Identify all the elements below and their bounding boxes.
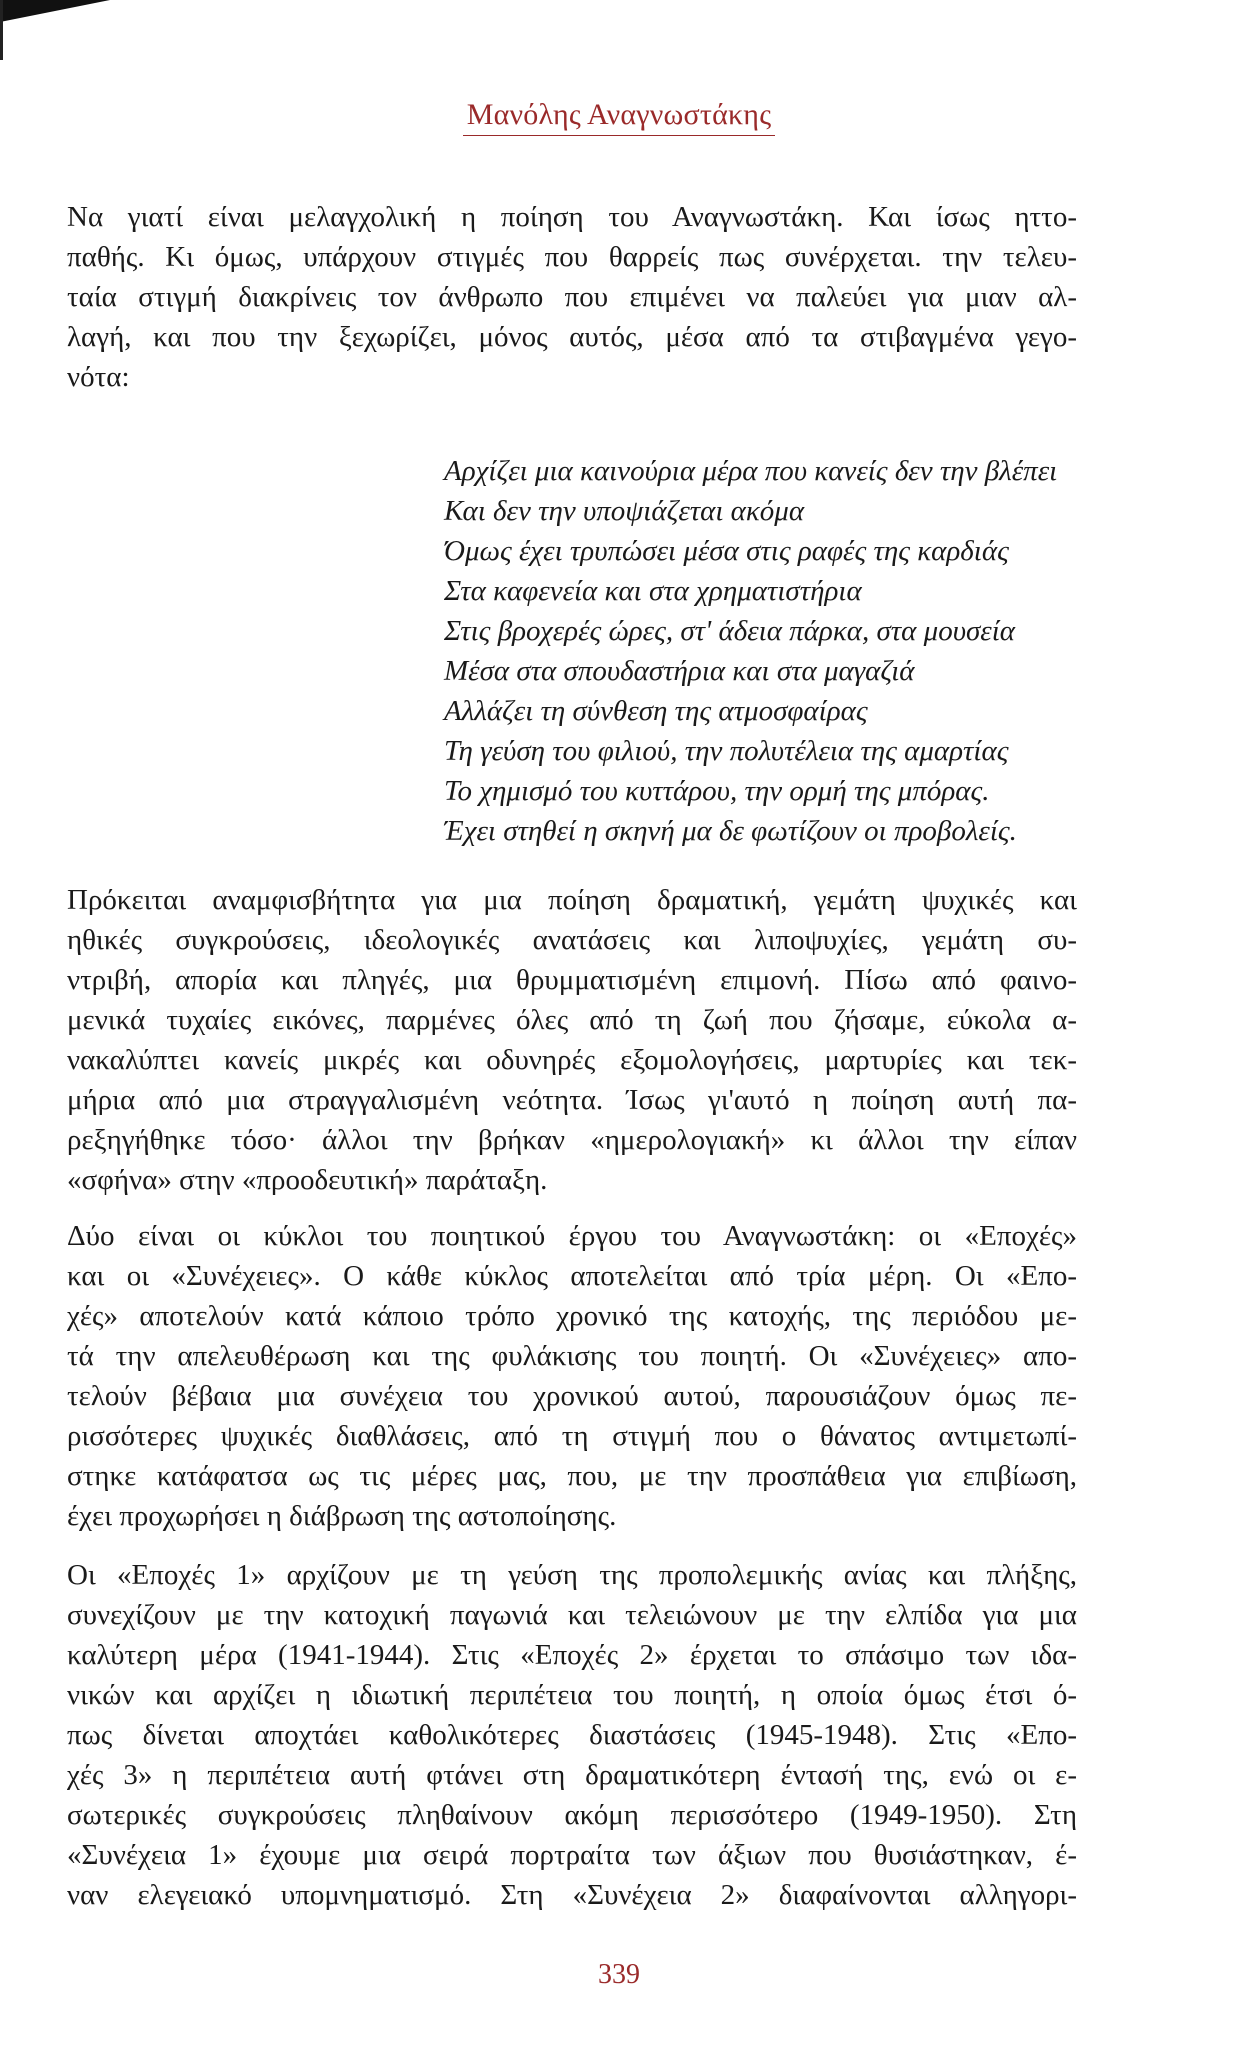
poem-line: Στα καφενεία και στα χρηματιστήρια bbox=[444, 575, 862, 607]
running-header bbox=[0, 98, 1238, 136]
poem-line: Αρχίζει μια καινούρια μέρα που κανείς δεν την βλέπει bbox=[444, 455, 1058, 487]
paragraph-line: μενικά τυχαίες εικόνες, παρμένες όλες από τη ζωή που ζήσαμε, εύκολα α- bbox=[67, 1004, 1077, 1036]
scan-corner-mark bbox=[0, 0, 110, 22]
paragraph-line: ηθικές συγκρούσεις, ιδεολογικές ανατάσεις και λιποψυχίες, γεμάτη συ- bbox=[67, 924, 1077, 956]
poem-line: Το χημισμό του κυττάρου, την ορμή της μπόρας. bbox=[444, 775, 990, 807]
paragraph-line: ρισσότερες ψυχικές διαθλάσεις, από τη στιγμή που ο θάνατος αντιμετωπί- bbox=[67, 1420, 1077, 1452]
paragraph-2 bbox=[67, 880, 1077, 1200]
paragraph-line: νότα: bbox=[67, 361, 130, 393]
paragraph-line: νακαλύπτει κανείς μικρές και οδυνηρές εξομολογήσεις, μαρτυρίες και τεκ- bbox=[67, 1044, 1077, 1076]
paragraph-line: λαγή, και που την ξεχωρίζει, μόνος αυτός, μέσα από τα στιβαγμένα γεγο- bbox=[67, 321, 1077, 353]
paragraph-line: πως δίνεται αποχτάει καθολικότερες διαστάσεις (1945-1948). Στις «Επο- bbox=[67, 1719, 1077, 1751]
poem-line: Όμως έχει τρυπώσει μέσα στις ραφές της καρδιάς bbox=[444, 535, 1009, 567]
poem-line: Αλλάζει τη σύνθεση της ατμοσφαίρας bbox=[444, 695, 868, 727]
paragraph-line: ταία στιγμή διακρίνεις τον άνθρωπο που επιμένει να παλεύει για μιαν αλ- bbox=[67, 281, 1077, 313]
paragraph-line: Πρόκειται αναμφισβήτητα για μια ποίηση δραματική, γεμάτη ψυχικές και bbox=[67, 884, 1077, 916]
paragraph-line: τελούν βέβαια μια συνέχεια του χρονικού αυτού, παρουσιάζουν όμως πε- bbox=[67, 1380, 1077, 1412]
running-header-title: Μανόλης Αναγνωστάκης bbox=[463, 98, 776, 136]
paragraph-line: χές» αποτελούν κατά κάποιο τρόπο χρονικό της κατοχής, της περιόδου με- bbox=[67, 1300, 1077, 1332]
paragraph-line: «σφήνα» στην «προοδευτική» παράταξη. bbox=[67, 1164, 548, 1196]
paragraph-line: «Συνέχεια 1» έχουμε μια σειρά πορτραίτα των άξιων που θυσιάστηκαν, έ- bbox=[67, 1839, 1077, 1871]
paragraph-line: ναν ελεγειακό υπομνηματισμό. Στη «Συνέχεια 2» διαφαίνονται αλληγορι- bbox=[67, 1879, 1077, 1911]
paragraph-line: Οι «Εποχές 1» αρχίζουν με τη γεύση της προπολεμικής ανίας και πλήξης, bbox=[67, 1559, 1077, 1591]
paragraph-line: Να γιατί είναι μελαγχολική η ποίηση του Αναγνωστάκη. Και ίσως ηττο- bbox=[67, 201, 1077, 233]
paragraph-line: Δύο είναι οι κύκλοι του ποιητικού έργου του Αναγνωστάκη: οι «Εποχές» bbox=[67, 1220, 1077, 1252]
paragraph-line: μήρια από μια στραγγαλισμένη νεότητα. Ίσως γι'αυτό η ποίηση αυτή πα- bbox=[67, 1084, 1077, 1116]
paragraph-line: ρεξηγήθηκε τόσο· άλλοι την βρήκαν «ημερολογιακή» κι άλλοι την είπαν bbox=[67, 1124, 1077, 1156]
paragraph-line: και οι «Συνέχειες». Ο κάθε κύκλος αποτελείται από τρία μέρη. Οι «Επο- bbox=[67, 1260, 1077, 1292]
page-number: 339 bbox=[598, 1959, 640, 1990]
paragraph-3 bbox=[67, 1216, 1077, 1536]
poem-line: Και δεν την υποψιάζεται ακόμα bbox=[444, 495, 805, 527]
paragraph-line: έχει προχωρήσει η διάβρωση της αστοποίησης. bbox=[67, 1500, 617, 1532]
paragraph-line: συνεχίζουν με την κατοχική παγωνιά και τελειώνουν με την ελπίδα για μια bbox=[67, 1599, 1077, 1631]
paragraph-line: νικών και αρχίζει η ιδιωτική περιπέτεια του ποιητή, η οποία όμως έτσι ό- bbox=[67, 1679, 1077, 1711]
paragraph-1 bbox=[67, 197, 1077, 397]
paragraph-line: στηκε κατάφατσα ως τις μέρες μας, που, με την προσπάθεια για επιβίωση, bbox=[67, 1460, 1077, 1492]
poem-line: Μέσα στα σπουδαστήρια και στα μαγαζιά bbox=[444, 655, 915, 687]
poem-line: Τη γεύση του φιλιού, την πολυτέλεια της αμαρτίας bbox=[444, 735, 1009, 767]
poem-line: Στις βροχερές ώρες, στ' άδεια πάρκα, στα μουσεία bbox=[444, 615, 1016, 647]
paragraph-line: ντριβή, απορία και πληγές, μια θρυμματισμένη επιμονή. Πίσω από φαινο- bbox=[67, 964, 1077, 996]
poem-line: Έχει στηθεί η σκηνή μα δε φωτίζουν οι προβολείς. bbox=[444, 815, 1017, 847]
paragraph-line: τά την απελευθέρωση και της φυλάκισης του ποιητή. Οι «Συνέχειες» απο- bbox=[67, 1340, 1077, 1372]
paragraph-line: καλύτερη μέρα (1941-1944). Στις «Εποχές 2» έρχεται το σπάσιμο των ιδα- bbox=[67, 1639, 1077, 1671]
paragraph-line: χές 3» η περιπέτεια αυτή φτάνει στη δραματικότερη έντασή της, ενώ οι ε- bbox=[67, 1759, 1077, 1791]
paragraph-line: παθής. Κι όμως, υπάρχουν στιγμές που θαρρείς πως συνέρχεται. την τελευ- bbox=[67, 241, 1077, 273]
scan-edge-mark bbox=[0, 0, 3, 60]
paragraph-4 bbox=[67, 1555, 1077, 1915]
paragraph-line: σωτερικές συγκρούσεις πληθαίνουν ακόμη περισσότερο (1949-1950). Στη bbox=[67, 1799, 1077, 1831]
poem-quote bbox=[444, 451, 1058, 851]
